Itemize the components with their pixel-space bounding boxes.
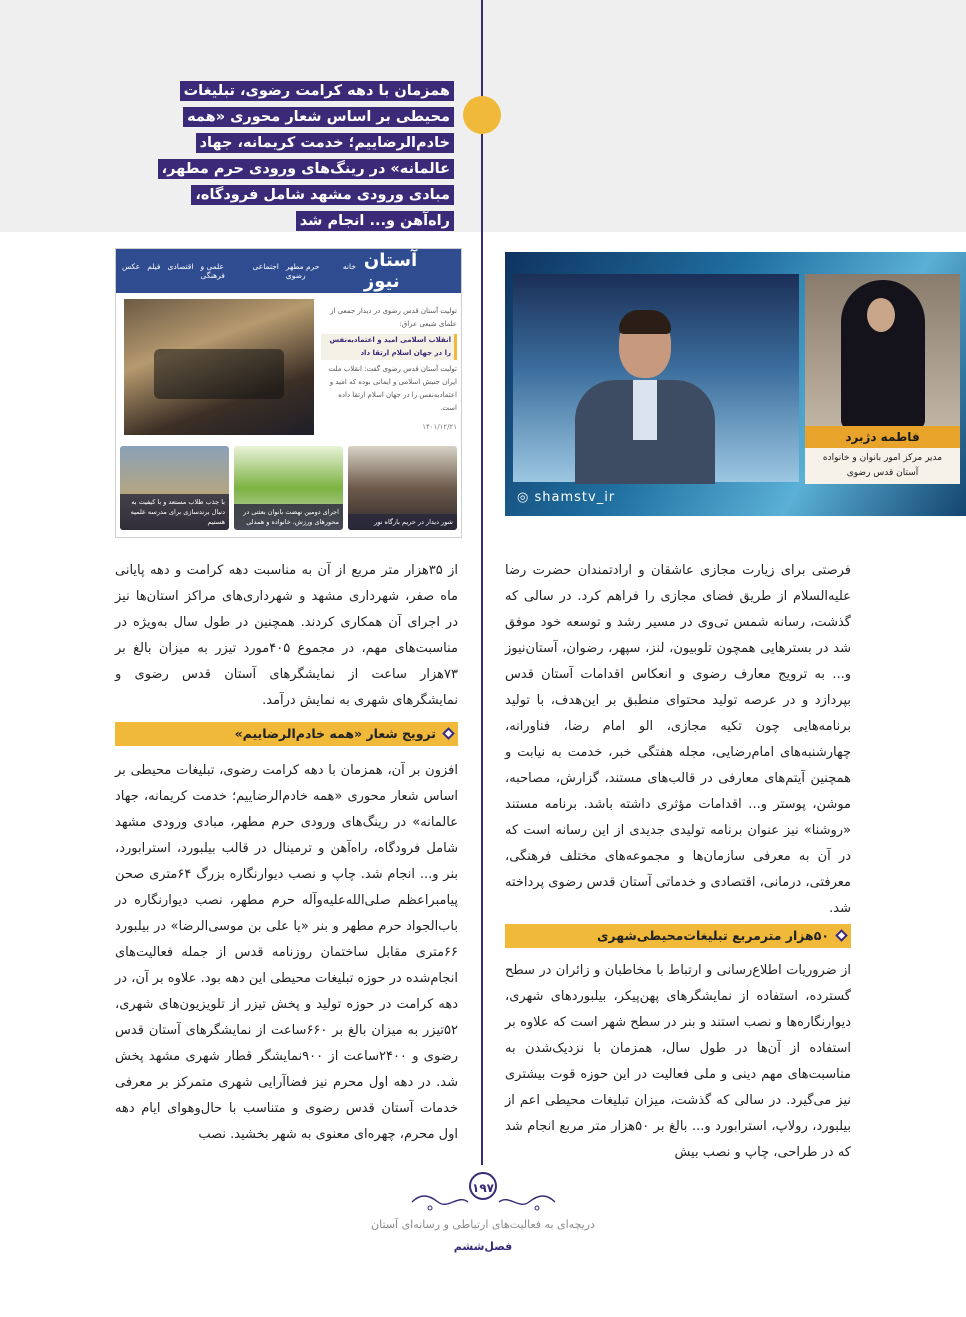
site-menu xyxy=(122,262,356,280)
menu-item: فیلم xyxy=(147,262,161,271)
news-card-caption: شور دیدار در حریم بارگاه نور xyxy=(348,514,457,530)
guest-role-line: آستان قدس رضوی xyxy=(846,468,919,478)
decorative-dot xyxy=(463,96,501,134)
news-card-caption: اجرای دومین نهضت بانوان بعثتی در محورهای ورزش، خانواده و همدلی xyxy=(234,504,343,530)
news-cards xyxy=(120,446,457,530)
hero-lead: تولیت آستان قدس رضوی در دیدار جمعی از علمای شیعی عراق: xyxy=(330,307,457,328)
menu-item: علمی و فرهنگی xyxy=(200,262,225,280)
hero-headline: انقلاب اسلامی امید و اعتمادبه‌نفس را در جهان اسلام ارتقا داد xyxy=(321,334,457,360)
guest-name: فاطمه دژبرد xyxy=(805,426,960,448)
book-title: دریچه‌ای به فعالیت‌های ارتباطی و رسانه‌ای آستان xyxy=(371,1218,595,1231)
hero-body: تولیت آستان قدس رضوی گفت: انقلاب ملت ایران جنبش اسلامی و ایمانی بوده که امید و اعتمادبه‌نفس را در جهان اسلام ارتقا داده است. xyxy=(328,365,457,412)
left-paragraph-1: از ۳۵هزار متر مربع از آن به مناسبت دهه کرامت و دهه پایانی ماه صفر، شهرداری مشهد و شهرداری‌های مراکز استان‌ها نیز در اجرای آن همکاری کردند. همچنین در طول سال به‌ویژه در مناسبت‌های مهم، در مجموع ۴۰۵مورد تیزر به میزان بالغ بر ۷۳هزار ساعت از نمایشگرهای آستان قدس رضوی و نمایشگرهای شهری به نمایش درآمد. xyxy=(115,563,458,708)
site-navbar xyxy=(116,249,461,293)
section-heading xyxy=(115,722,458,746)
site-logo: آستان نیوز xyxy=(363,250,418,292)
astan-news-screenshot xyxy=(115,248,462,538)
section-heading xyxy=(505,924,851,948)
guest-panel xyxy=(805,274,960,484)
right-paragraph-2: از ضروریات اطلاع‌رسانی و ارتباط با مخاطبان و زائران در سطح گسترده، استفاده از نمایشگرهای پهن‌پیکر، بیلبوردهای شهری، دیوارنگاره‌ها و نصب استند و بنر در سطح شهر است که علاوه بر استفاده از آن‌ها در طول سال، همزمان با نزدیک‌شدن به مناسبت‌های مهم دینی و ملی فعالیت در این حوزه قوت بیشتری نیز می‌گیرد. در سالی که گذشت، میزان تبلیغات محیطی اعم از بیلبورد، رولاپ، استرابورد و... بالغ بر ۵۰هزار متر مربع انجام شد که در طراحی، چاپ و نصب بیش xyxy=(505,963,852,1160)
left-paragraph-2: افزون بر آن، همزمان با دهه کرامت رضوی، تبلیغات محیطی بر اساس شعار محوری «همه خادم‌الرضاییم؛ خدمت کریمانه، جهاد عالمانه» در رینگ‌های ورودی حرم مطهر، مبادی ورودی مشهد شامل فرودگاه، راه‌آهن و ترمینال در قالب بیلبورد، استرابورد، بنر و... انجام شد. چاپ و نصب دیوارنگاره بزرگ ۶۴متری صحن پیامبراعظم صلی‌الله‌علیه‌وآله حرم مطهر، نصب دیوارنگاره در باب‌الجواد حرم مطهر و بنر «یا علی بن موسی‌الرضا» در بیلبورد ۶۶متری مقابل ساختمان روزنامه قدس از جمله فعالیت‌های انجام‌شده در حوزه تبلیغات محیطی این دهه بود. علاوه بر آن، در دهه کرامت در حوزه تولید و پخش تیزر از تلویزیون‌های شهری، ۵۲تیزر به میزان بالغ بر ۶۶۰ساعت از نمایشگرهای آستان قدس رضوی و ۲۴۰۰ساعت از ۹۰۰نمایشگر قطار شهری مشهد پخش شد. در دهه اول محرم نیز فضاآرایی شهری متمرکز بر معرفی خدمات آستان قدس رضوی و متناسب با حال‌وهوای ایام دهه اول محرم، چهره‌ای معنوی به شهر بخشید. نصب xyxy=(115,763,458,1142)
menu-item: حرم مطهر رضوی xyxy=(285,262,320,280)
ornament-right-icon xyxy=(497,1190,557,1214)
column-divider xyxy=(481,0,483,1165)
presenter xyxy=(575,314,715,482)
diamond-icon xyxy=(442,727,455,740)
menu-item: اقتصادی xyxy=(167,262,194,271)
menu-item: عکس xyxy=(122,262,141,271)
social-handle-text: shamstv_ir xyxy=(534,490,616,505)
news-card-caption: با جذب طلاب مستعد و با کیفیت به دنبال برندسازی برای مدرسه علمیه هستیم xyxy=(120,494,229,530)
guest-role-line: مدیر مرکز امور بانوان و خانواده xyxy=(822,453,943,463)
chapter-label: فصل‌ششم xyxy=(453,1240,513,1253)
hero-date: ۱۴۰۱/۱۲/۲۱ xyxy=(422,423,457,431)
studio-frame xyxy=(513,274,799,482)
hero-text xyxy=(321,305,457,434)
menu-item: اجتماعی xyxy=(252,262,279,271)
news-card xyxy=(234,446,343,530)
guest-role xyxy=(805,448,960,484)
news-card xyxy=(348,446,457,530)
right-paragraph-1: فرصتی برای زیارت مجازی عاشقان و ارادتمندان حضرت رضا علیه‌السلام از طریق فضای مجازی را فراهم کرد. در سالی که گذشت، رسانه شمس تی‌وی در مسیر رشد و توسعه خود موفق شد در بسترهایی همچون تلوبیون، لنز، سپهر، رضوان، آستان‌نیوز و... به ترویج معارف رضوی و انعکاس اقدامات آستان قدس بپردازد و در عرصه تولید محتوای منطبق بر این‌هدف، با تولید برنامه‌هایی چون تکیه مجازی، الو امام رضا، فناورانه، چهارشنبه‌های امام‌رضایی، مجله هفتگی خبر، خدمت به نیابت و همچنین آیتم‌های معارفی در قالب‌های مستند، گزارش، مصاحبه، موشن، پوستر و... اقدامات مؤثری داشته باشد. برنامه مستند «روشنا» نیز عنوان برنامه تولیدی جدیدی از این رسانه است که در آن به معرفی سازمان‌ها و مجموعه‌های مختلف فرهنگی، معرفتی، درمانی، اقتصادی و خدماتی آستان قدس رضوی پرداخته شد. xyxy=(505,563,851,916)
menu-item: خانه xyxy=(342,262,356,271)
page-number: ۱۹۷ xyxy=(469,1172,497,1200)
diamond-icon xyxy=(835,929,848,942)
guest-photo xyxy=(805,274,960,426)
news-card xyxy=(120,446,229,530)
instagram-handle: ◎ shamstv_ir xyxy=(517,490,616,505)
ornament-left-icon xyxy=(410,1190,470,1214)
hero-image xyxy=(124,299,314,435)
section-heading-text: ترویج شعار «همه خادم‌الرضاییم» xyxy=(234,726,436,741)
pull-quote-text: همزمان با دهه کرامت رضوی، تبلیغات محیطی بر اساس شعار محوری «همه خادم‌الرضاییم؛ خدمت کریمانه، جهاد عالمانه» در رینگ‌های ورودی حرم مطهر، مبادی ورودی مشهد شامل فرودگاه، راه‌آهن و... انجام شد xyxy=(158,81,454,231)
hero-section xyxy=(116,295,461,441)
pull-quote xyxy=(144,78,454,234)
shams-tv-screenshot xyxy=(505,252,966,516)
section-heading-text: ۵۰هزار مترمربع تبلیغات‌محیطی‌شهری xyxy=(596,928,829,943)
